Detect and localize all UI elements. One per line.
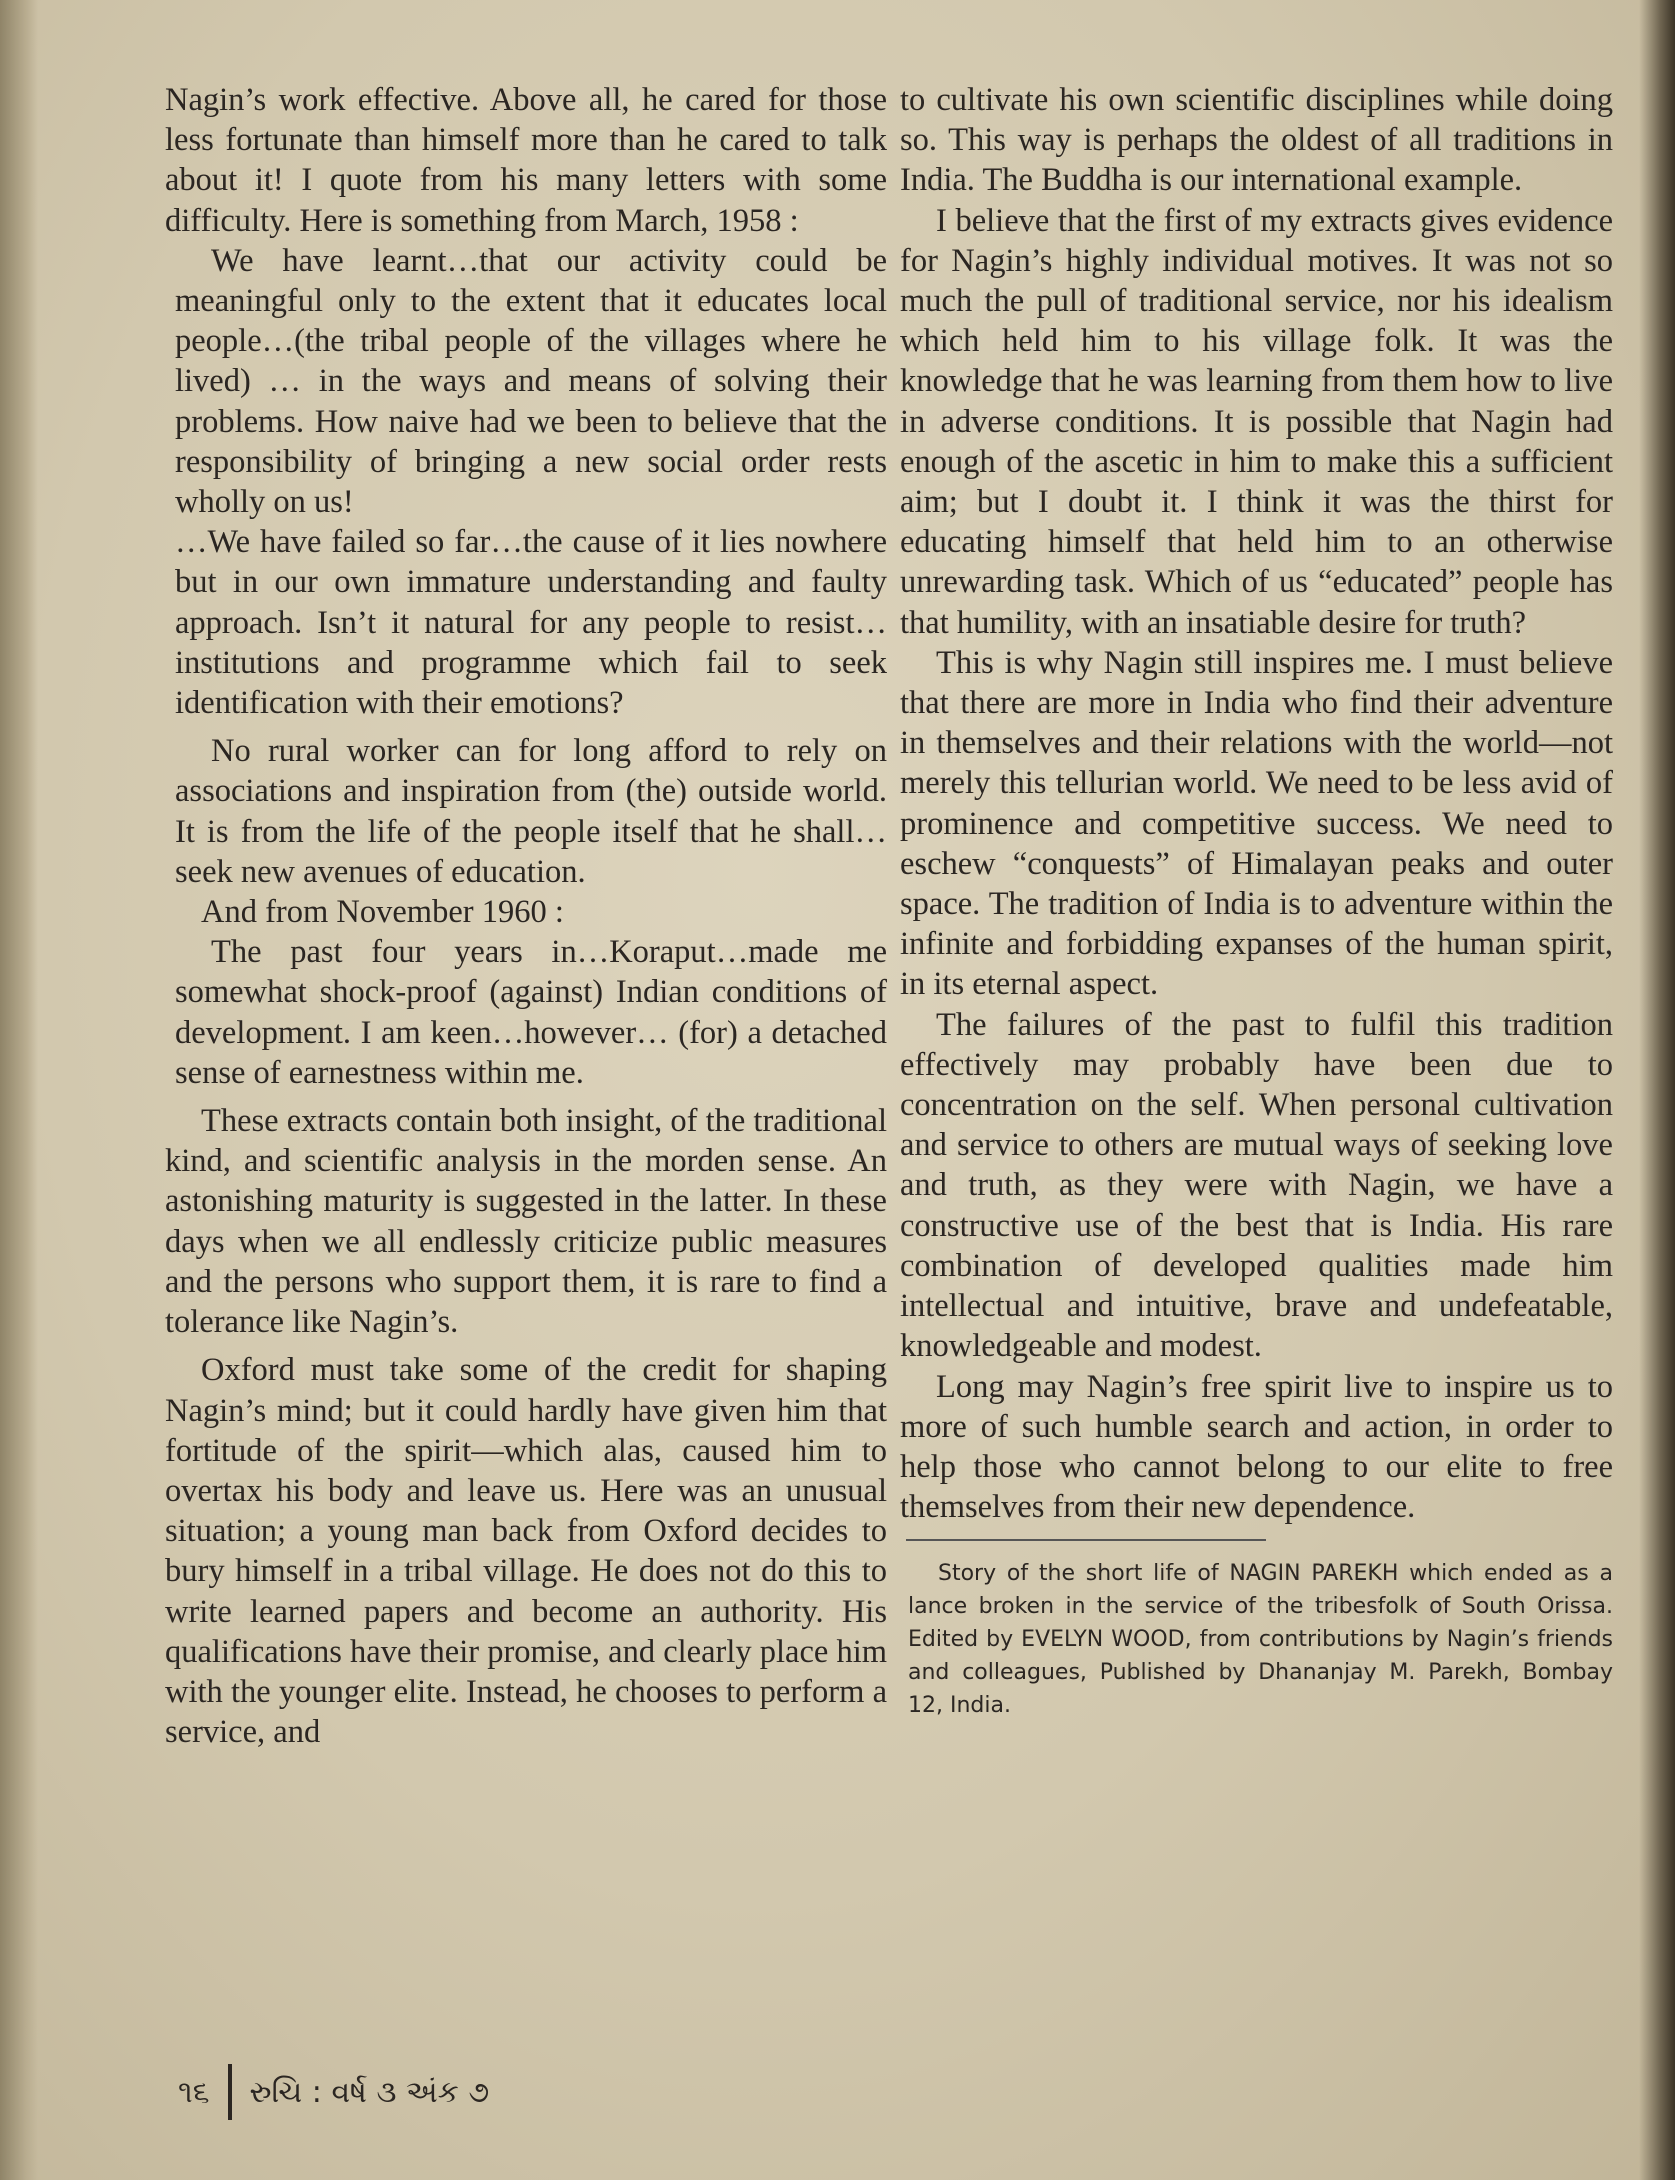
quoted-letter: No rural worker can for long afford to rely on associations and inspiration from (the) outside world. It is from the life of the people itself that he shall…seek new avenues of education. (175, 733, 887, 890)
book-note-text: Story of the short life of NAGIN PAREKH which ended as a lance broken in the service of the tribesfolk of South Orissa. Edited by EVELYN WOOD, from contributions by Nagin’s friends and colleagues, Published by Dhananjay M. Parekh, Bombay 12, India. (908, 1561, 1613, 1719)
quoted-letter: The past four years in…Koraput…made me somewhat shock-proof (against) Indian conditions of development. I am keen…however… (for) a detached sense of earnestness within me. (175, 934, 887, 1091)
book-note (908, 1557, 1613, 1722)
magazine-name: રુચિ : વર્ષ ૩ અંક ૭ (249, 2074, 490, 2110)
paragraph: These extracts contain both insight, of the traditional kind, and scientific analysis in the morden sense. An astonishing maturity is suggested in the latter. In these days when we all endlessly criticize public measures and the persons who support them, it is rare to find a tolerance like Nagin’s. (165, 1103, 887, 1341)
footer-divider (228, 2064, 232, 2120)
page-number: ૧૬ (178, 2074, 210, 2110)
quoted-letter: We have learnt…that our activity could be meaningful only to the extent that it educates local people…(the tribal people of the villages where he lived) … in the ways and means of solving their problems. How naive had we been to believe that the responsibility of bringing a new social order rests wholly on us! (175, 242, 887, 521)
page-spine-shadow (0, 0, 38, 2180)
paragraph: to cultivate his own scientific disciplines while doing so. This way is perhaps the oldest of all traditions in India. The Buddha is our international example. (900, 82, 1613, 199)
page-edge-shadow (1639, 0, 1675, 2180)
paragraph: I believe that the first of my extracts gives evidence for Nagin’s highly individual motives. It was not so much the pull of traditional service, nor his idealism which held him to his village folk. It was the knowledge that he was learning from them how to live in adverse conditions. It is possible that Nagin had enough of the ascetic in him to make this a sufficient aim; but I doubt it. I think it was the thirst for educating himself that held him to an otherwise unrewarding task. Which of us “educated” people has that humility, with an insatiable desire for truth? (900, 202, 1613, 641)
left-column (165, 80, 887, 1752)
right-column (900, 80, 1613, 1722)
paragraph: The failures of the past to fulfil this tradition effectively may probably have been due to concentration on the self. When personal cultivation and service to others are mutual ways of seeking love and truth, as they were with Nagin, we have a constructive use of the best that is India. His rare combination of developed qualities made him intellectual and intuitive, brave and undefeatable, knowledgeable and modest. (900, 1006, 1613, 1365)
page-footer (178, 2062, 489, 2122)
quoted-letter: …We have failed so far…the cause of it lies nowhere but in our own immature understanding and faulty approach. Isn’t it natural for any people to resist…institutions and programme which fail to seek identification with their emotions? (175, 524, 887, 722)
paragraph: Oxford must take some of the credit for shaping Nagin’s mind; but it could hardly have given him that fortitude of the spirit—which alas, caused him to overtax his body and leave us. Here was an unusual situation; a young man back from Oxford decides to bury himself in a tribal village. He does not do this to write learned papers and become an authority. His qualifications have their promise, and clearly place him with the younger elite. Instead, he chooses to perform a service, and (165, 1352, 887, 1751)
paragraph: And from November 1960 : (201, 894, 564, 931)
paragraph: This is why Nagin still inspires me. I must believe that there are more in India who find their adventure in themselves and their relations with the world—not merely this tellurian world. We need to be less avid of prominence and competitive success. We need to eschew “conquests” of Himalayan peaks and outer space. The tradition of India is to adventure within the infinite and forbidding expanses of the human spirit, in its eternal aspect. (900, 644, 1613, 1003)
paragraph: Long may Nagin’s free spirit live to inspire us to more of such humble search and action, in order to help those who cannot belong to our elite to free themselves from their new dependence. (900, 1368, 1613, 1526)
paragraph: Nagin’s work effective. Above all, he cared for those less fortunate than himself more than he cared to talk about it! I quote from his many letters with some difficulty. Here is something from March, 1958 : (165, 82, 887, 239)
divider (906, 1539, 1266, 1541)
